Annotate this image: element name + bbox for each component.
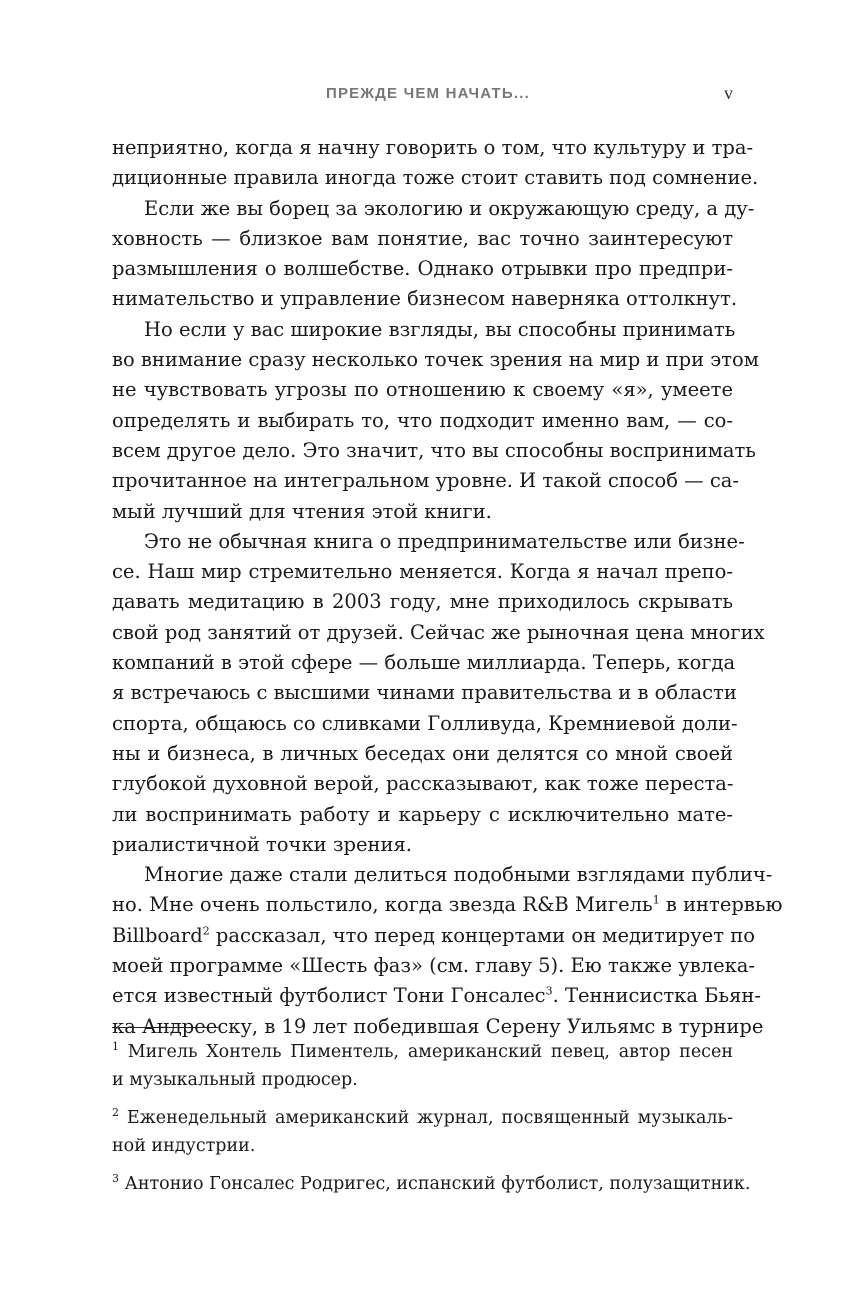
footnote-3 [112,1170,751,1198]
text-fragment: Мигель Хонтель Пиментель, американский певец, автор песен [119,1042,733,1062]
text-line: нимательство и управление бизнесом наверняка оттолкнут. [112,287,738,311]
text-fragment: но. Мне очень польстило, когда звезда R&B Мигель [112,893,653,917]
text-line: моей программе «Шесть фаз» (см. главу 5). Ею также увлека- [112,954,756,978]
footnote-separator [112,1027,218,1028]
text-fragment: рассказал, что перед концертами он медитирует по [209,923,756,947]
footnote-marker: 1 [112,1040,119,1054]
paragraph-2 [112,194,755,315]
footnote-2 [112,1104,733,1160]
text-line [112,890,783,920]
text-fragment: . Теннисистка Бьян- [552,984,762,1008]
text-fragment: ется известный футболист Тони Гонсалес [112,984,546,1008]
text-line: не чувствовать угрозы по отношению к своему «я», умеете [112,378,733,402]
text-line: прочитанное на интегральном уровне. И такой способ — са- [112,469,740,493]
footnote-line [112,1104,733,1132]
running-head: ПРЕЖДЕ ЧЕМ НАЧАТЬ... [325,85,530,102]
text-fragment: Антонио Гонсалес Родригес, испанский футболист, полузащитник. [119,1174,751,1194]
text-line [112,981,762,1011]
text-line: определять и выбирать то, что подходит именно вам, — со- [112,408,733,432]
page-header [112,85,733,109]
footnote-ref-1[interactable]: 1 [652,893,660,907]
paragraph-4 [112,527,765,860]
footnote-line: и музыкальный продюсер. [112,1070,358,1090]
text-line: Многие даже стали делиться подобными взглядами публич- [144,863,773,887]
text-fragment: Billboard [112,923,203,947]
footnote-marker: 2 [112,1106,119,1120]
footnote-ref-3[interactable]: 3 [545,984,553,998]
footnote-1 [112,1038,733,1094]
text-line: спорта, общаюсь со сливками Голливуда, Кремниевой доли- [112,711,738,735]
footnote-marker: 3 [112,1172,119,1186]
text-line: неприятно, когда я начну говорить о том, что культуру и тра- [112,136,754,159]
text-line: Но если у вас широкие взгляды, вы способны принимать [144,317,736,341]
text-line: ли воспринимать работу и карьеру с исключительно мате- [112,802,733,826]
footnote-line: ной индустрии. [112,1136,256,1156]
text-fragment: в интервью [659,893,783,917]
text-line: глубокой духовной верой, рассказывают, как тоже переста- [112,772,734,796]
paragraph-3 [112,315,759,527]
text-line [112,921,756,951]
text-line: мый лучший для чтения этой книги. [112,499,492,523]
text-line: ка Андрееску, в 19 лет победившая Серену Уильямс в турнире [112,1014,764,1038]
footnote-line [112,1170,751,1198]
text-line: всем другое дело. Это значит, что вы способны воспринимать [112,438,756,462]
text-line: Если же вы борец за экологию и окружающую среду, а ду- [144,196,755,220]
text-line: се. Наш мир стремительно меняется. Когда я начал препо- [112,560,733,584]
text-line: свой род занятий от друзей. Сейчас же рыночная цена многих [112,620,765,644]
text-line: Это не обычная книга о предпринимательстве или бизне- [144,529,745,553]
text-line: размышления о волшебстве. Однако отрывки про предпри- [112,257,733,281]
text-line: давать медитацию в 2003 году, мне приходилось скрывать [112,590,733,614]
page-number: v [724,83,733,103]
body-text [112,133,783,1042]
text-line: диционные правила иногда тоже стоит ставить под сомнение. [112,166,759,190]
footnote-ref-2[interactable]: 2 [202,924,210,938]
text-fragment: Еженедельный американский журнал, посвященный музыкаль- [119,1108,733,1128]
paragraph-5 [112,860,783,1042]
text-line: компаний в этой сфере — больше миллиарда. Теперь, когда [112,651,736,675]
footnote-line [112,1038,733,1066]
text-line: риалистичной точки зрения. [112,832,412,856]
footnotes [112,1038,751,1208]
text-line: я встречаюсь с высшими чинами правительства и в области [112,681,737,705]
paragraph-1 [112,133,759,194]
text-line: во внимание сразу несколько точек зрения на мир и при этом [112,348,759,372]
text-line: ны и бизнеса, в личных беседах они делятся со мной своей [112,741,733,765]
text-line: ховность — близкое вам понятие, вас точно заинтересуют [112,226,733,250]
